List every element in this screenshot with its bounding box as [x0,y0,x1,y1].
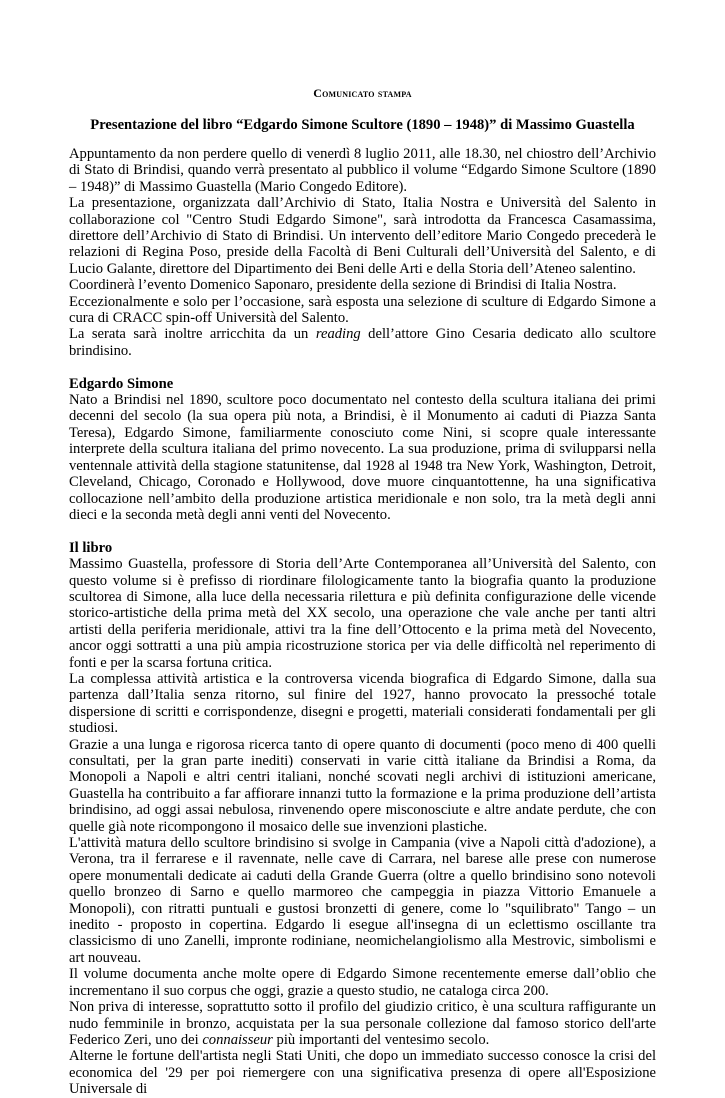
section-paragraph: La complessa attività artistica e la controversa vicenda biografica di Edgardo Simone, dalla sua partenza dall’Italia senza ritorno, sul finire del 1927, hanno provocato la pressoché totale dispersione di scritti e corrispondenze, disegni e progetti, materiali considerati fondamentali per gli studiosi. [69,670,656,737]
document-title: Presentazione del libro “Edgardo Simone Scultore (1890 – 1948)” di Massimo Guastella [90,117,635,133]
emphasis-text: reading [315,326,361,343]
section-heading-simone: Edgardo Simone [69,375,174,392]
section-paragraph: Massimo Guastella, professore di Storia dell’Arte Contemporanea all’Università del Salento, con questo volume si è prefisso di riordinare filologicamente tanto la biografia quanto la produzione scultorea di Simone, alla luce della necessaria rilettura e più definita configurazione delle vicende storico-artistiche della prima metà del XX secolo, una operazione che vale anche per tanti altri artisti della periferia meridionale, attivi tra la fine dell’Ottocento e la prima metà del Novecento, ancor oggi sottratti a una più ampia ricostruzione storica per via delle difficoltà nel reperimento di fonti e per la scarsa fortuna critica. [69,556,656,671]
section-paragraph: Il volume documenta anche molte opere di Edgardo Simone recentemente emerse dall’oblio che incrementano il suo corpus che oggi, grazie a questo studio, ne cataloga circa 200. [69,966,656,999]
section-paragraph: L'attività matura dello scultore brindisino si svolge in Campania (vive a Napoli città d'adozione), a Verona, tra il ferrarese e il ravennate, nelle cave di Carrara, nel barese alle prese con numerose opere monumentali dedicate ai caduti della Grande Guerra (oltre a quello brindisino sono notevoli quello bronzeo di Sarno e quello marmoreo che campeggia in piazza Vittorio Emanuele a Monopoli), con ritratti puntuali e gustosi bronzetti di genere, come lo "squilibrato" Tango – un inedito - proposto in copertina. Edgardo li esegue all'insegna di un eclettismo oscillante tra classicismo di uno Zanelli, impronte rodiniane, neomichelangiolismo alla Mestrovic, simbolismi e art nouveau. [69,835,656,966]
paragraph-spacer [69,359,656,375]
section-paragraph: Alterne le fortune dell'artista negli Stati Uniti, che dopo un immediato successo conosce la crisi del economica del '29 per poi riemergere con una significativa presenza di opere all'Esposizione Universale di [69,1048,656,1098]
document-body [69,146,656,1098]
intro-paragraph: Coordinerà l’evento Domenico Saponaro, presidente della sezione di Brindisi di Italia Nostra. [69,277,617,294]
intro-paragraph: La presentazione, organizzata dall’Archivio di Stato, Italia Nostra e Università del Salento in collaborazione col "Centro Studi Edgardo Simone", sarà introdotta da Francesca Casamassima, direttore dell’Archivio di Stato di Brindisi. Un intervento dell’editore Mario Congedo precederà le relazioni di Regina Poso, preside della Facoltà di Beni Culturali dell’Università del Salento, e di Lucio Galante, direttore del Dipartimento dei Beni delle Arti e della Storia dell’Ateneo salentino. [69,195,656,277]
text-run: Non priva di interesse, soprattutto sotto il profilo del giudizio critico, è una scultura raffigurante un nudo femminile in bronzo, acquistata per la sua personale collezione dal famoso storico dell'arte Federico Zeri, uno dei [69,999,656,1048]
text-run: dell’attore Gino Cesaria dedicato allo scultore brindisino. [69,326,656,359]
emphasis-text: connaisseur [202,1031,273,1048]
text-run: più importanti del ventesimo secolo. [272,1031,490,1048]
text-run: La serata sarà inoltre arricchita da un [69,326,316,343]
intro-paragraph: Eccezionalmente e solo per l’occasione, sarà esposta una selezione di sculture di Edgardo Simone a cura di CRACC spin-off Università del Salento. [69,293,656,327]
paragraph-spacer [69,523,656,539]
intro-paragraph: Appuntamento da non perdere quello di venerdì 8 luglio 2011, alle 18.30, nel chiostro dell’Archivio di Stato di Brindisi, quando verrà presentato al pubblico il volume “Edgardo Simone Scultore (1890 – 1948)” di Massimo Guastella (Mario Congedo Editore). [69,146,656,195]
section-paragraph: Grazie a una lunga e rigorosa ricerca tanto di opere quanto di documenti (poco meno di 400 quelli consultati, per la gran parte inediti) conservati in varie città italiane da Brindisi a Roma, da Monopoli a Napoli e altri centri italiani, nonché scovati negli archivi di istituzioni americane, Guastella ha contribuito a far affiorare innanzi tutto la formazione e la prima produzione dell’artista brindisino, ad oggi assai nebulosa, rinvenendo opere misconosciute e altre andate perdute, che con quelle già note ricompongono il mosaico delle sue invenzioni plastiche. [69,736,656,835]
section-paragraph: Nato a Brindisi nel 1890, scultore poco documentato nel contesto della scultura italiana dei primi decenni del secolo (la sua opera più nota, a Brindisi, è il Monumento ai caduti di Piazza Santa Teresa), Edgardo Simone, familiarmente conosciuto come Nini, si scopre quale interessante interprete della scultura italiana del primo novecento. La sua produzione, prima di svilupparsi nella ventennale attività della stagione statunitense, dal 1928 al 1948 tra New York, Washington, Detroit, Cleveland, Chicago, Coronado e Hollywood, dove muore cinquantottenne, ha una significativa collocazione nell’ambito della produzione artistica meridionale e non solo, tra la metà degli anni dieci e la seconda metà degli anni venti del Novecento. [69,392,656,523]
intro-paragraph [69,326,656,359]
press-release-label: Comunicato stampa [313,86,412,100]
section-heading-libro: Il libro [69,539,113,556]
